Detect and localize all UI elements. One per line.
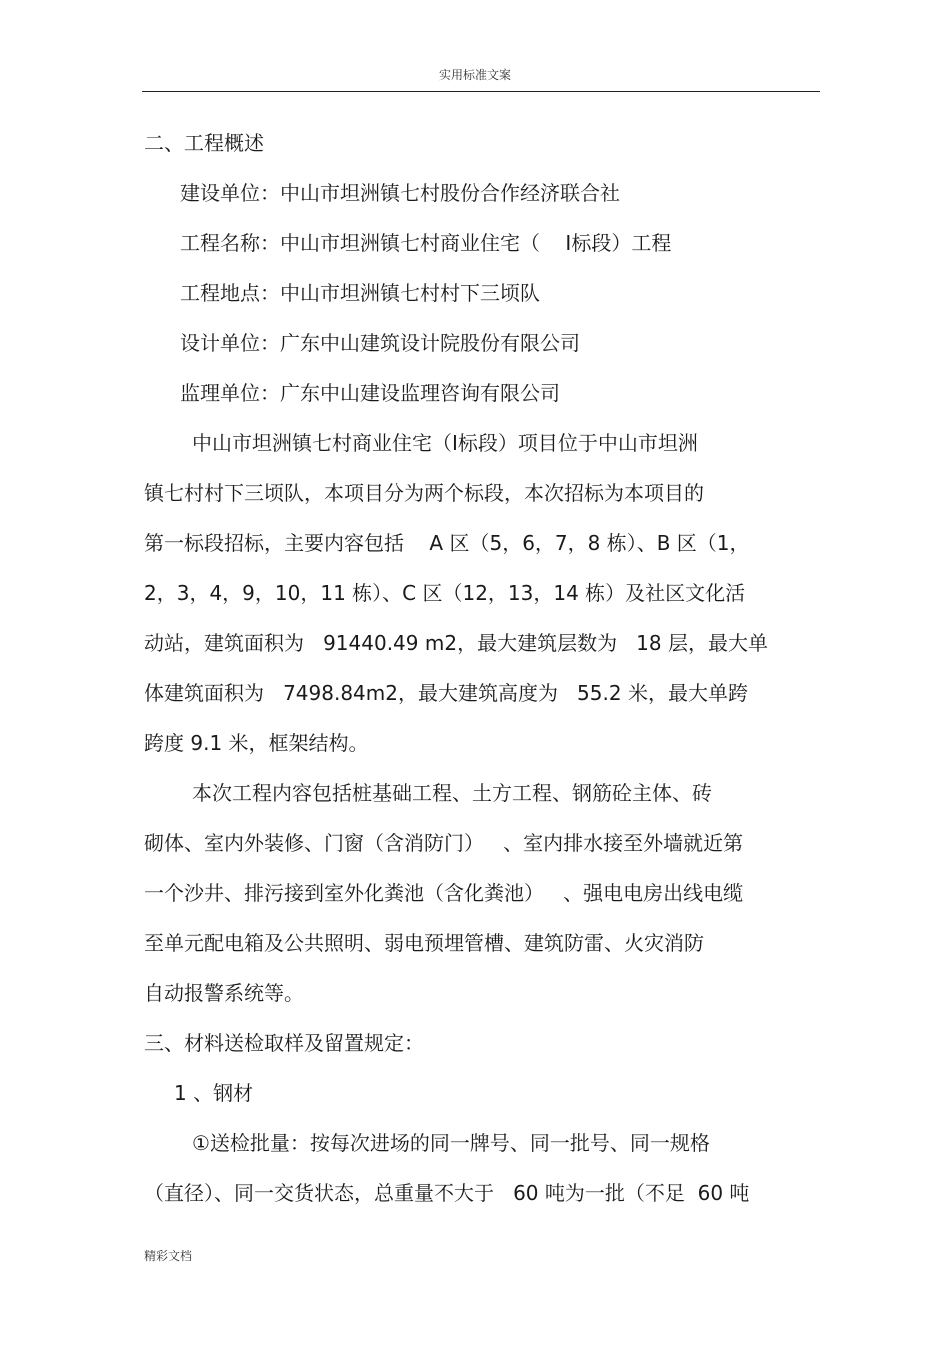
paragraph-line: 一个沙井、排污接到室外化粪池（含化粪池） 、强电电房出线电缆 [144, 881, 744, 905]
paragraph-line: 2，3，4，9，10，11 栋）、C 区（12，13，14 栋）及社区文化活 [144, 581, 746, 605]
paragraph-line: ①送检批量：按每次进场的同一牌号、同一批号、同一规格 [192, 1131, 710, 1155]
info-line-builder: 建设单位：中山市坦洲镇七村股份合作经济联合社 [180, 181, 620, 205]
section-heading-materials: 三、材料送检取样及留置规定： [144, 1031, 424, 1055]
subsection-heading-steel: 1 、钢材 [174, 1081, 254, 1105]
info-line-designer: 设计单位：广东中山建筑设计院股份有限公司 [180, 331, 580, 355]
paragraph-line: 镇七村村下三顷队，本项目分为两个标段，本次招标为本项目的 [144, 481, 704, 505]
page-header: 实用标准文案 [438, 68, 511, 82]
page-footer: 精彩文档 [144, 1249, 193, 1263]
paragraph-line: 体建筑面积为 7498.84m2，最大建筑高度为 55.2 米，最大单跨 [144, 681, 748, 705]
paragraph-line: 本次工程内容包括桩基础工程、土方工程、钢筋砼主体、砖 [192, 781, 712, 805]
info-line-supervisor: 监理单位：广东中山建设监理咨询有限公司 [180, 381, 560, 405]
header-rule [142, 91, 820, 92]
paragraph-line: 自动报警系统等。 [144, 981, 304, 1005]
paragraph-line: 砌体、室内外装修、门窗（含消防门） 、室内排水接至外墙就近第 [144, 831, 744, 855]
paragraph-line: 至单元配电箱及公共照明、弱电预埋管槽、建筑防雷、火灾消防 [144, 931, 704, 955]
paragraph-line: 动站，建筑面积为 91440.49 m2，最大建筑层数为 18 层，最大单 [144, 631, 768, 655]
paragraph-line: 第一标段招标，主要内容包括 A 区（5，6，7，8 栋）、B 区（1， [144, 531, 750, 555]
info-line-location: 工程地点：中山市坦洲镇七村村下三顷队 [180, 281, 540, 305]
paragraph-line: （直径）、同一交货状态，总重量不大于 60 吨为一批（不足 60 吨 [144, 1181, 750, 1205]
paragraph-line: 跨度 9.1 米，框架结构。 [144, 731, 369, 755]
info-line-project-name: 工程名称：中山市坦洲镇七村商业住宅（ Ⅰ标段）工程 [180, 231, 672, 255]
section-heading-overview: 二、工程概述 [144, 131, 264, 155]
paragraph-line: 中山市坦洲镇七村商业住宅（Ⅰ标段）项目位于中山市坦洲 [192, 431, 698, 455]
